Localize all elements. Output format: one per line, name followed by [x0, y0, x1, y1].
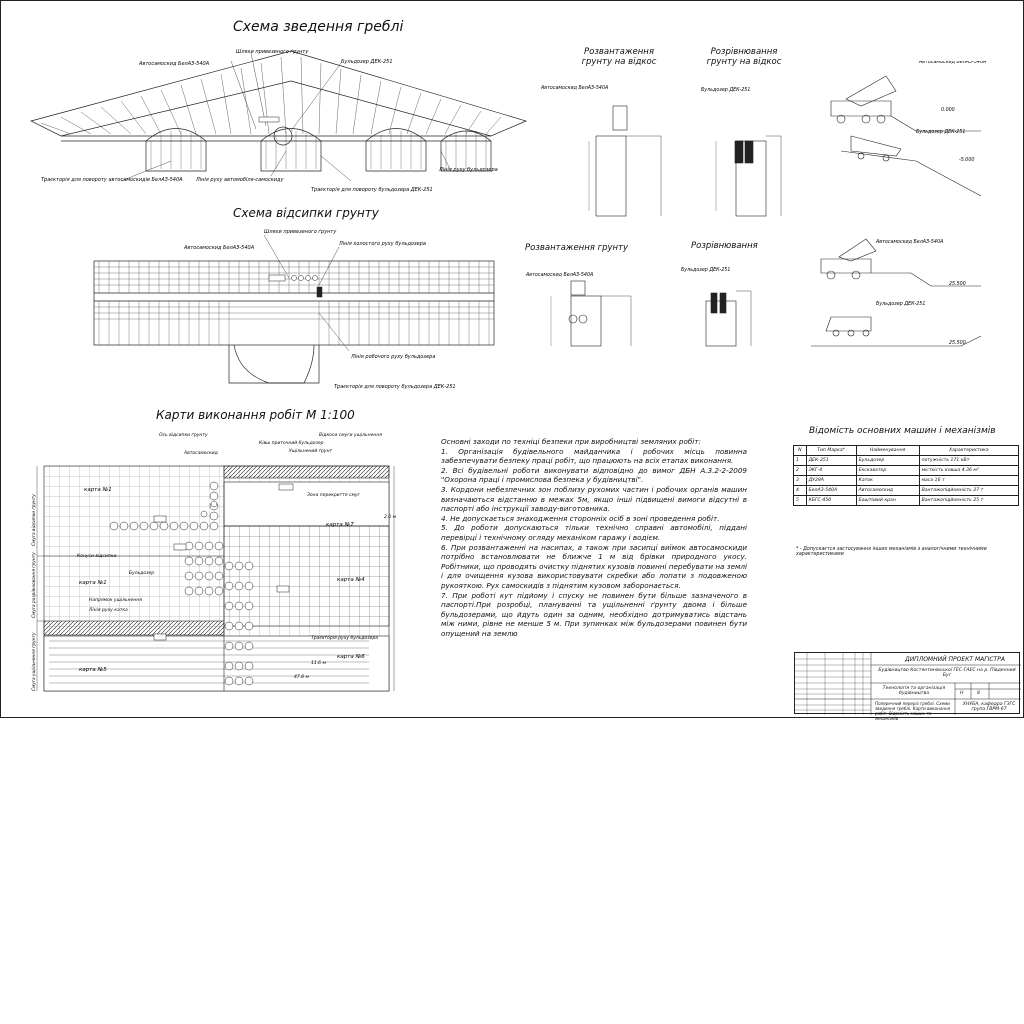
cell: Вантажопідйомність 27 т [919, 486, 1018, 496]
map-label-overlap: Зона перекриття смуг [307, 493, 360, 498]
notes-heading: Основні заходи по техніці безпеки при виробництві земляних робіт: [441, 437, 701, 446]
map-label-roller: Лінія руху катка [89, 608, 128, 613]
dam-bull-path-label: Лінія руху бульдозера [439, 167, 498, 173]
dam-truck-label: Автосамоскид БелАЗ-540А [139, 61, 210, 67]
table-row [794, 496, 1019, 506]
note-7: 7. При роботі кут підйому і спуску не повинен бути більше зазначеного в паспорті.При розробці, плануванні та ущільненні ґрунту двома і більше бульдозерами, що йдуть один за одним, необхідно дотримуватись відстань між ними, рівне не менше 5 м. При зупинках між бульдозерами повинен бути опущений на землю [441, 590, 747, 638]
level-title: Розрівнювання [691, 241, 758, 251]
side-truck1-label: Автосамоскид БелАЗ-540А [541, 86, 609, 91]
map-label-axis: Ось відсипки ґрунту [159, 433, 208, 438]
col-type: Тип Марка* [806, 446, 856, 456]
fill-truck-label: Автосамоскид БелАЗ-540А [184, 245, 255, 251]
map-side-compact: Смуга ущільнення ґрунту [32, 632, 37, 691]
map-label-direction: Напрямок ущільнення [89, 598, 142, 603]
cell: 3 [794, 476, 807, 486]
map-card-4: карта №4 [337, 577, 365, 583]
table-row [794, 476, 1019, 486]
cell: Екскаватор [856, 466, 919, 476]
dam-scheme-title: Схема зведення греблі [233, 19, 404, 35]
note-6: 6. При розвантаженні на насипах, а також при засипці виїмок автосамоскиди потрібно встановлювати не ближче 1 м від брівки природного укосу. Робітники, що проводять очистку піднятих кузовів повинні перебувати на землі і для очищення кузова використовувати скребки або лопати з подовженою рукояткою. Рух самоскидів з піднятим кузовом заборонається. [441, 542, 747, 590]
side-rtruck1-label: Автосамоскид БелАЗ-540А [919, 61, 987, 65]
stamp-org: ХНУБА, кафедра ГЗГС група ГВРМ-67 [962, 702, 1016, 712]
safety-notes [441, 437, 747, 638]
stamp-section: Технологія та організація будівництва [882, 686, 946, 696]
map-side-fill: Смуга відсипки ґрунту [32, 494, 37, 546]
cell: Бульдозер [856, 456, 919, 466]
side-rbull1-label: Бульдозер ДЕК-251 [916, 130, 966, 135]
cell: Баштовий кран [856, 496, 919, 506]
map-label-bulldozer: Бульдозер [129, 571, 155, 576]
map-label-compacted: Ущільнений ґрунт [289, 449, 333, 454]
side-rtruck2-label: Автосамоскид БелАЗ-540А [876, 240, 944, 245]
stamp-object: Будівництво Костянтинівської ГЕС-ГАЕС на р. Південний Буг [878, 668, 1016, 678]
cell: Автосамоскид [856, 486, 919, 496]
dam-turn-label: Траєкторія для повороту автосамоскидів БелАЗ-540А [41, 177, 183, 183]
cell: КБГС-450 [806, 496, 856, 506]
col-name: Найменування [856, 446, 919, 456]
dam-bull-turn-label: Траєкторія для повороту бульдозера ДЕК-251 [311, 187, 433, 193]
cell: 5 [794, 496, 807, 506]
level-mark-3: 25.500 [949, 282, 966, 287]
unload-slope-title: Розвантаження грунту на відкос [581, 47, 657, 67]
cell: 1 [794, 456, 807, 466]
dam-scheme-drawing [21, 41, 541, 206]
note-4: 4. Не допускається знаходження сторонніх осіб в зоні проведення робіт. [441, 513, 720, 523]
cell: 4 [794, 486, 807, 496]
map-card-2: карта №1 [79, 580, 107, 586]
side-bull2-label: Бульдозер ДЕК-251 [681, 268, 731, 273]
machines-footnote: * - Допускаєтся застосування інших механізмів з аналогічними технічними характеристиками [796, 547, 987, 557]
side-rbull2-label: Бульдозер ДЕК-251 [876, 302, 926, 307]
stamp-drawing: Поперечний переріз греблі. Схеми зведення греблі. Карти виконання робіт. Відомість машин та механізмів [875, 701, 951, 721]
dam-access-label: Шляхи привезеного ґрунту [236, 49, 309, 55]
map-label-slopes: Відкоси смуги ущільнення [319, 433, 382, 438]
side-sections-drawing [521, 61, 1001, 371]
work-maps-title: Карти виконання робіт М 1:100 [156, 408, 355, 422]
fill-scheme-drawing [89, 223, 509, 398]
cell: маса 16 т [919, 476, 1018, 486]
fill-bull-work-label: Лінія робочого руху бульдозера [351, 354, 436, 360]
cell: Вантажопідйомність 25 т [919, 496, 1018, 506]
side-truck2-label: Автосамоскид БелАЗ-540А [526, 273, 594, 278]
level-mark-1: 0.000 [941, 108, 955, 113]
fill-scheme-title: Схема відсипки грунту [233, 206, 379, 220]
stamp-stage: Н [960, 691, 964, 696]
fill-turn-label: Траєкторія для повороту бульдозера ДЕК-251 [334, 384, 456, 390]
table-row [794, 466, 1019, 476]
stamp-project: ДИПЛОМНИЙ ПРОЕКТ МАГІСТРА [905, 656, 1005, 663]
map-dim-3: 2.0 м [384, 515, 396, 520]
map-card-6: карта №6 [337, 654, 365, 660]
fill-bull-path-label: Лінія холостого руху бульдозера [339, 241, 426, 247]
level-slope-title: Розрівнювання грунту на відкос [706, 47, 782, 67]
map-dim-1: 11.6 м [311, 661, 326, 666]
cell: ДЕК-251 [806, 456, 856, 466]
map-label-traj: Траєкторія руху бульдозера [311, 636, 379, 641]
map-card-1: карта №1 [84, 487, 112, 493]
map-card-7: карта №7 [326, 522, 354, 528]
table-header-row [794, 446, 1019, 456]
cell: ЭКГ-4 [806, 466, 856, 476]
unload-title: Розвантаження грунту [525, 243, 629, 253]
note-2: 2. Всі будівельні роботи виконувати відповідно до вимог ДБН А.3.2-2-2009 "Охорона праці і промислова безпека у будівництві". [441, 465, 747, 485]
note-1: 1. Організація будівельного майданчика і робочих місць повинна забезпечувати безпеку праці робіт, що працюють на всіх етапах виконання. [441, 446, 747, 466]
map-label-bucket: Ківш приточний бульдозер [259, 441, 324, 446]
map-dim-2: 47.8 м [294, 675, 309, 680]
cell: 2 [794, 466, 807, 476]
side-bull1-label: Бульдозер ДЕК-251 [701, 88, 751, 93]
level-mark-2: -5.000 [959, 158, 975, 163]
table-row [794, 486, 1019, 496]
col-char: Характеристика [919, 446, 1018, 456]
dam-bulldozer-label: Бульдозер ДЕК-251 [341, 59, 393, 65]
cell: потужність 171 кВт [919, 456, 1018, 466]
fill-access-label: Шляхи привезеного ґрунту [264, 229, 337, 235]
machines-table [793, 445, 1019, 506]
col-n: N [794, 446, 807, 456]
cell: ДУ29А [806, 476, 856, 486]
dam-truck-path-label: Лінія руху автомобіля-самоскиду [196, 177, 284, 183]
map-label-cones: Конуси відсипки [77, 554, 117, 559]
note-3: 3. Кордони небезпечних зон поблизу рухомих частин і робочих органів машин визначаються відстанню в межах 5м, якщо інші підвищені вимоги відсутні в паспорті або інструкції заводу-виготовника. [441, 484, 747, 514]
level-mark-4: 25.500 [949, 341, 966, 346]
cell: БелАЗ-540А [806, 486, 856, 496]
machines-title: Відомість основних машин і механізмів [809, 426, 996, 436]
map-label-truck: Автосамоскид [184, 451, 218, 456]
work-maps-drawing [29, 426, 429, 716]
table-row [794, 456, 1019, 466]
stamp-sheet: 8 [977, 691, 980, 696]
cell: Каток [856, 476, 919, 486]
cell: місткість ковша 4.36 м³ [919, 466, 1018, 476]
map-side-level: Смуга розрівнювання ґрунту [32, 552, 37, 618]
title-block [794, 652, 1020, 721]
note-5: 5. До роботи допускаються тільки технічно справні автомобілі, піддані перевірці і технічному огляду механіком гаражу і водієм. [441, 523, 747, 542]
map-card-5: карта №5 [79, 667, 107, 673]
